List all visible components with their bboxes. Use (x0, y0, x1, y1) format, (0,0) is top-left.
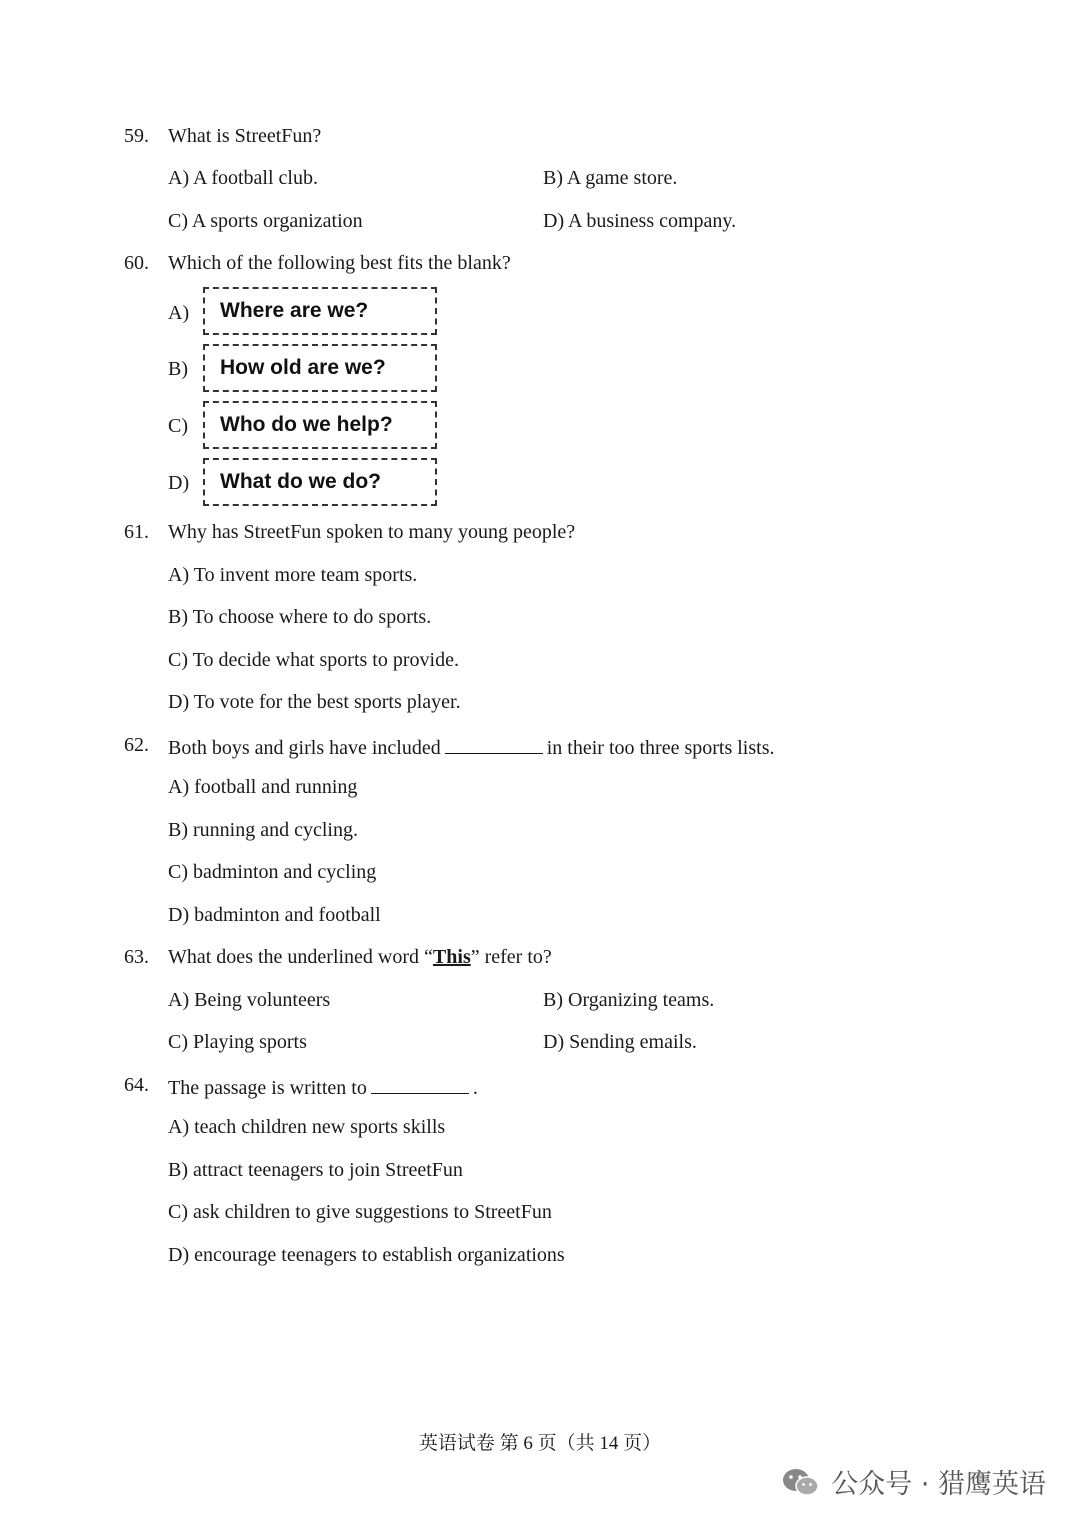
question-number: 62. (124, 734, 149, 756)
dashed-option-box (203, 401, 437, 449)
option: C) A sports organization (168, 210, 363, 232)
question-text: Which of the following best fits the blank? (168, 252, 511, 274)
option: B) To choose where to do sports. (168, 606, 432, 628)
option-label: C) (168, 415, 188, 437)
question-text-before: The passage is written to (168, 1077, 367, 1099)
question-text: Why has StreetFun spoken to many young people? (168, 521, 576, 543)
option: C) ask children to give suggestions to StreetFun (168, 1201, 552, 1223)
option: D) encourage teenagers to establish organizations (168, 1244, 565, 1266)
question-number: 60. (124, 252, 149, 274)
option: A) To invent more team sports. (168, 564, 418, 586)
question-text: What is StreetFun? (168, 125, 322, 147)
option-text: Where are we? (220, 299, 369, 322)
dashed-option-box (203, 344, 437, 392)
option: A) football and running (168, 776, 358, 798)
question-text (168, 1075, 478, 1098)
option-text: Who do we help? (220, 413, 393, 436)
option: D) To vote for the best sports player. (168, 691, 461, 713)
option: A) A football club. (168, 167, 318, 189)
question-number: 59. (124, 125, 149, 147)
option: B) Organizing teams. (543, 989, 715, 1011)
question-number: 61. (124, 521, 149, 543)
watermark (781, 1462, 1046, 1501)
option: C) badminton and cycling (168, 861, 377, 883)
option: A) teach children new sports skills (168, 1116, 446, 1138)
option: B) attract teenagers to join StreetFun (168, 1159, 463, 1181)
option-label: B) (168, 358, 188, 380)
option: C) To decide what sports to provide. (168, 649, 459, 671)
watermark-text: 公众号 · 猎鹰英语 (831, 1469, 1046, 1500)
option-label: A) (168, 302, 190, 324)
question-number: 64. (124, 1074, 149, 1096)
answer-blank (371, 1075, 469, 1094)
option: C) Playing sports (168, 1031, 307, 1053)
dashed-option-box (203, 458, 437, 506)
option-text: What do we do? (220, 470, 381, 493)
option-text: How old are we? (220, 356, 386, 379)
question-text (168, 947, 552, 967)
question-text-after: ” refer to? (470, 946, 552, 968)
option-label: D) (168, 472, 190, 494)
option: B) A game store. (543, 167, 678, 189)
wechat-icon (781, 1467, 821, 1497)
question-text (168, 735, 775, 758)
option: D) Sending emails. (543, 1031, 697, 1053)
page-footer: 英语试卷 第 6 页（共 14 页） (418, 1433, 662, 1454)
question-text-before: Both boys and girls have included (168, 737, 441, 759)
question-text-after: in their too three sports lists. (546, 737, 775, 759)
option: D) badminton and football (168, 904, 381, 926)
question-text-after: . (472, 1077, 478, 1099)
option: B) running and cycling. (168, 819, 358, 841)
dashed-option-box (203, 287, 437, 335)
question-number: 63. (124, 946, 149, 968)
option: A) Being volunteers (168, 989, 331, 1011)
option: D) A business company. (543, 210, 737, 232)
underlined-word: This (432, 946, 471, 968)
answer-blank (445, 735, 543, 754)
question-text-before: What does the underlined word “ (168, 946, 433, 968)
